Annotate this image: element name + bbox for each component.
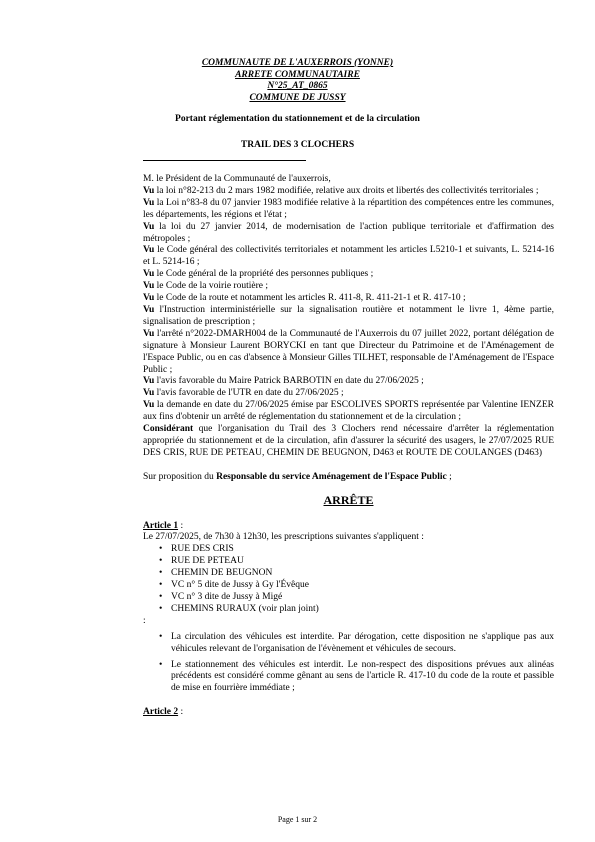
arrete-heading: ARRÊTE bbox=[323, 492, 374, 507]
header-line-type: ARRETE COMMUNAUTAIRE bbox=[235, 69, 360, 80]
document-subtitle: Portant réglementation du stationnement et de la circulation bbox=[175, 114, 420, 124]
article-1-intro: Le 27/07/2025, de 7h30 à 12h30, les prescriptions suivantes s'appliquent : bbox=[143, 532, 424, 543]
list-item: • VC n° 5 dite de Jussy à Gy l'Évêque bbox=[171, 580, 554, 592]
list-item: • La circulation des véhicules est interdite. Par dérogation, cette disposition ne s'applique pas aux véhicules relevant de l'organisation de l'évènement et véhicules de secours. bbox=[171, 632, 554, 656]
preamble-vu: Vu l'arrêté n°2022-DMARH004 de la Communauté de l'Auxerrois du 07 juillet 2022, portant délégation de signature à Monsieur Laurent BORYCKI en tant que Directeur du Patrimoine et de l'Aménagement de l'Espace Public, ou en cas d'absence à Monsieur Gilles TILHET, responsable de l'Aménagement de l'Espace Public ; bbox=[143, 328, 554, 375]
list-item: • Le stationnement des véhicules est interdit. Le non-respect des dispositions prévues aux alinéas précédents est considéré comme gênant au sens de l'article R. 417-10 du code de la route et passible de mise en fourrière immédiate ; bbox=[171, 660, 554, 696]
header-line-commune: COMMUNE DE JUSSY bbox=[249, 92, 346, 103]
list-item: • CHEMINS RURAUX (voir plan joint) bbox=[171, 604, 554, 616]
list-item: • VC n° 3 dite de Jussy à Migé bbox=[171, 592, 554, 604]
preamble-vu: Vu le Code de la route et notamment les articles R. 411-8, R. 411-21-1 et R. 417-10 ; bbox=[143, 293, 466, 304]
page-footer: Page 1 sur 2 bbox=[277, 815, 318, 824]
rules-list bbox=[143, 632, 554, 696]
list-item: • CHEMIN DE BEUGNON bbox=[171, 568, 554, 580]
preamble-president: M. le Président de la Communauté de l'auxerrois, bbox=[143, 174, 331, 184]
article-2-heading: Article 2 : bbox=[143, 707, 184, 718]
preamble-vu: Vu la loi du 27 janvier 2014, de modernisation de l'action publique territoriale et d'affirmation des métropoles ; bbox=[143, 221, 554, 244]
document-header bbox=[0, 58, 595, 104]
header-line-authority: COMMUNAUTE DE L'AUXERROIS (YONNE) bbox=[201, 58, 394, 68]
preamble-vu: Vu le Code général de la propriété des personnes publiques ; bbox=[143, 269, 374, 280]
event-title: TRAIL DES 3 CLOCHERS bbox=[240, 140, 355, 150]
preamble-vu: Vu l'avis favorable de l'UTR en date du 27/06/2025 ; bbox=[143, 388, 344, 399]
preamble-vu: Vu le Code de la voirie routière ; bbox=[143, 281, 268, 292]
proposal-line: Sur proposition du Responsable du service Aménagement de l'Espace Public ; bbox=[143, 471, 452, 482]
document-body bbox=[143, 174, 554, 719]
preamble-vu: Vu l'Instruction interministérielle sur la signalisation routière et notamment le livre 1, 4ème partie, signalisation de prescription ; bbox=[143, 304, 554, 327]
list-item: • RUE DES CRIS bbox=[171, 544, 554, 556]
header-line-number: N°25_AT_0865 bbox=[267, 81, 328, 91]
list-item: • RUE DE PETEAU bbox=[171, 556, 554, 568]
article-1-heading: Article 1 : bbox=[143, 520, 184, 531]
colon-line: : bbox=[143, 615, 146, 626]
preamble-vu: Vu le Code général des collectivités territoriales et notamment les articles L5210-1 et suivants, L. 5214-16 et L. 5214-16 ; bbox=[143, 245, 554, 268]
preamble-vu: Vu la demande en date du 27/06/2025 émise par ESCOLIVES SPORTS représentée par Valentine IENZER aux fins d'obtenir un arrêté de réglementation du stationnement et de la circulation ; bbox=[143, 400, 554, 423]
preamble-vu: Vu la loi n°82-213 du 2 mars 1982 modifiée, relative aux droits et libertés des collectivités territoriales ; bbox=[143, 185, 539, 196]
preamble-vu: Vu la Loi n°83-8 du 07 janvier 1983 modifiée relative à la répartition des compétences entre les communes, les départements, les régions et l'état ; bbox=[143, 197, 554, 220]
street-list bbox=[143, 544, 554, 615]
preamble-considerant: Considérant que l'organisation du Trail des 3 Clochers rend nécessaire d'arrêter la réglementation appropriée du stationnement et de la circulation, afin d'assurer la sécurité des usagers, le 27/07/2025 RUE DES CRIS, RUE DE PETEAU, CHEMIN DE BEUGNON, D463 et ROUTE DE COULANGES (D463) bbox=[143, 424, 554, 458]
divider-line bbox=[143, 160, 306, 161]
preamble-vu: Vu l'avis favorable du Maire Patrick BARBOTIN en date du 27/06/2025 ; bbox=[143, 376, 424, 387]
